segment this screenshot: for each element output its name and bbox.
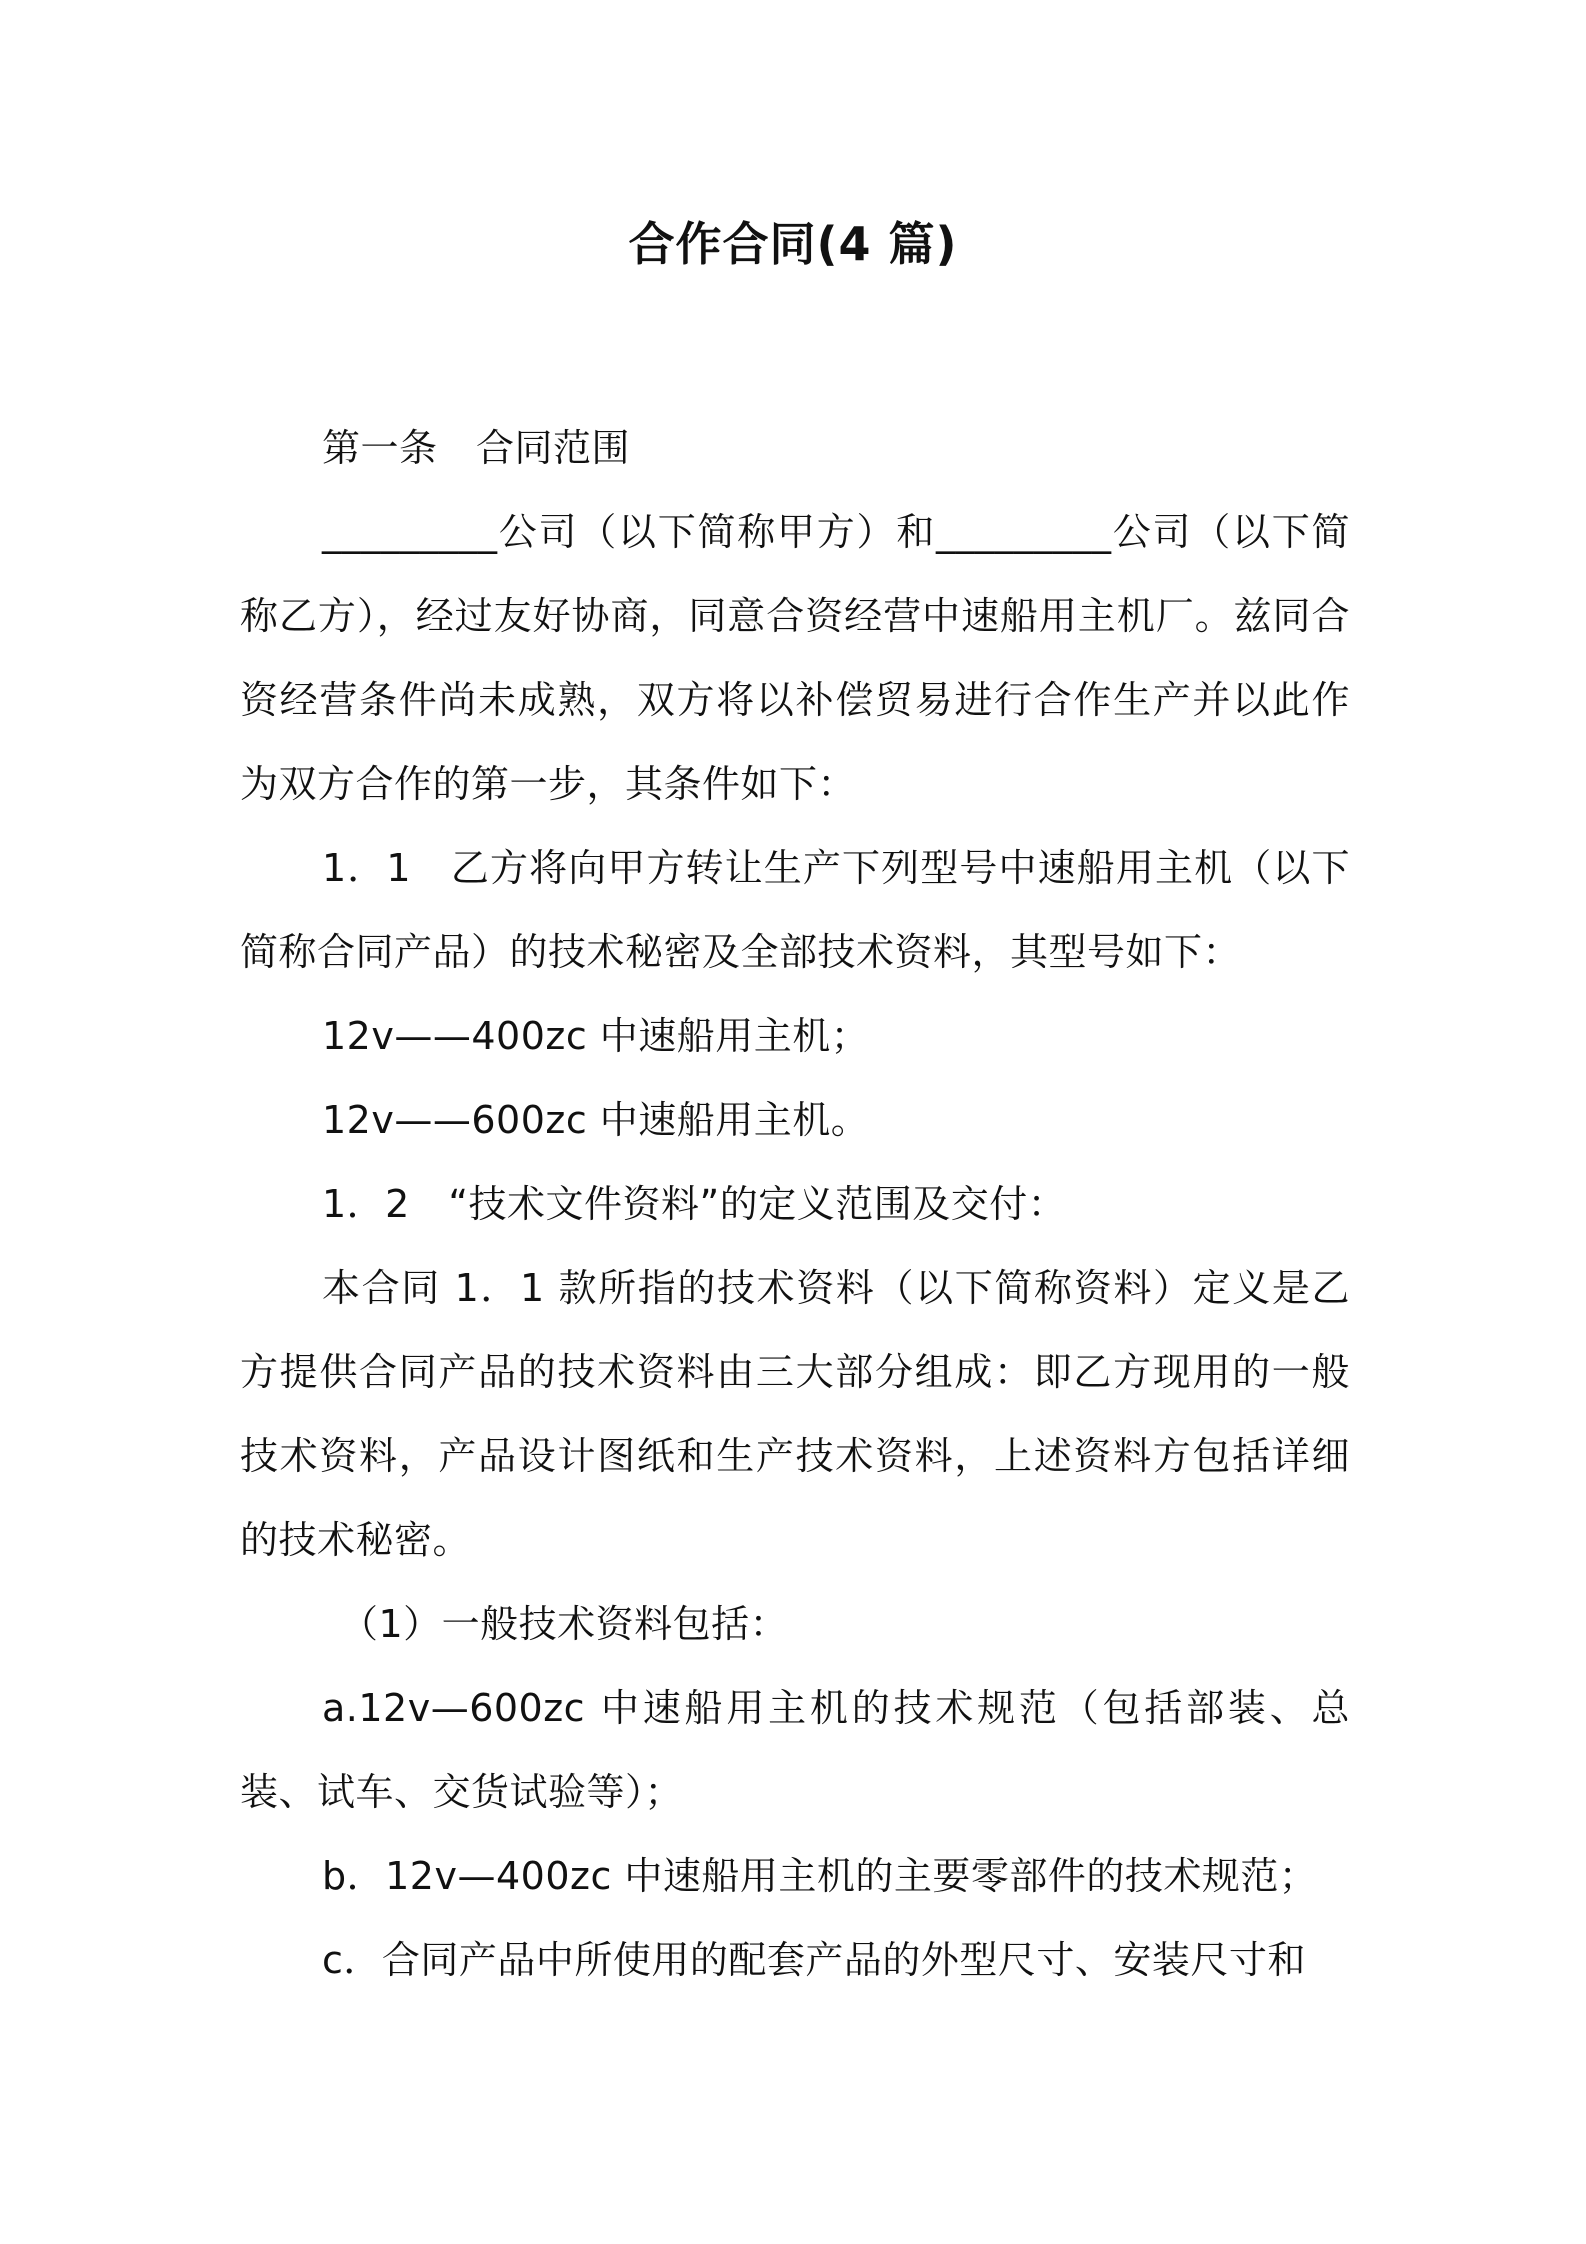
list-item-b: b．12v—400zc 中速船用主机的主要零部件的技术规范； [322,1854,1318,1898]
paragraph-parties: _________公司（以下简称甲方）和_________公司（以下简称乙方），经过友好协商，同意合资经营中速船用主机厂。兹同合资经营条件尚未成熟，双方将以补偿贸易进行合作生产并以此作为双方合作的第一步，其条件如下： [240,510,1350,806]
model-item-600zc: 12v——600zc 中速船用主机。 [322,1098,870,1142]
clause-1-1: 1．1 乙方将向甲方转让生产下列型号中速船用主机（以下简称合同产品）的技术秘密及全部技术资料，其型号如下： [240,846,1350,974]
list-item-a: a.12v—600zc 中速船用主机的技术规范（包括部装、总装、试车、交货试验等）； [240,1686,1350,1814]
article-heading: 第一条 合同范围 [322,426,631,470]
sub-heading-general: （1）一般技术资料包括： [340,1602,789,1646]
model-item-400zc: 12v——400zc 中速船用主机； [322,1014,870,1058]
clause-1-2: 1．2 “技术文件资料”的定义范围及交付： [322,1182,1067,1226]
document-title: 合作合同(4 篇) [628,217,958,271]
paragraph-definition: 本合同 1．1 款所指的技术资料（以下简称资料）定义是乙方提供合同产品的技术资料由三大部分组成：即乙方现用的一般技术资料，产品设计图纸和生产技术资料，上述资料方包括详细的技术秘密。 [240,1266,1350,1562]
list-item-c: c．合同产品中所使用的配套产品的外型尺寸、安装尺寸和 [322,1938,1306,1982]
document-body [240,406,1350,2002]
